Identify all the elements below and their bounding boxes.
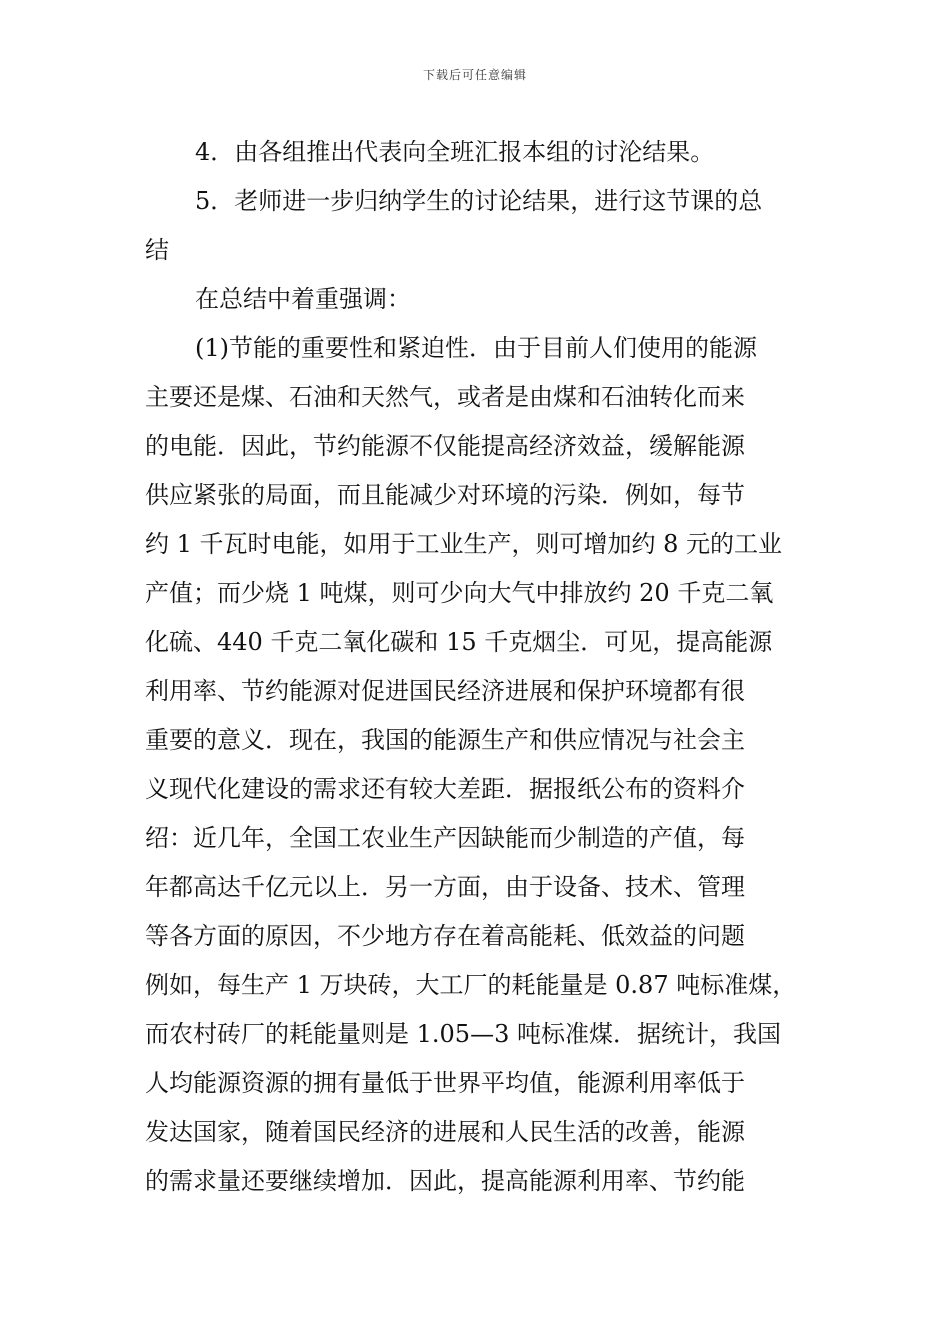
- paragraph-line: 4．由各组推出代表向全班汇报本组的讨沦结果。: [195, 138, 715, 166]
- paragraph-line: 重要的意义．现在，我国的能源生产和供应情况与社会主: [145, 726, 745, 754]
- paragraph-line: 利用率、节约能源对促进国民经济进展和保护环境都有很: [145, 677, 745, 705]
- paragraph-line: 绍：近几年，全国工农业生产因缺能而少制造的产值，每: [145, 824, 745, 852]
- paragraph-line: 约 1 千瓦时电能，如用于工业生产，则可增加约 8 元的工业: [145, 530, 783, 558]
- document-body: [145, 128, 810, 1206]
- paragraph-line: 义现代化建设的需求还有较大差距．据报纸公布的资料介: [145, 775, 745, 803]
- paragraph-line: 而农村砖厂的耗能量则是 1.05—3 吨标准煤．据统计，我国: [145, 1020, 781, 1048]
- paragraph-line: 的需求量还要继续增加．因此，提高能源利用率、节约能: [145, 1167, 745, 1195]
- paragraph-line: 人均能源资源的拥有量低于世界平均值，能源利用率低于: [145, 1069, 745, 1097]
- paragraph-line: 年都高达千亿元以上．另一方面，由于设备、技术、管理: [145, 873, 745, 901]
- paragraph-line: (1)节能的重要性和紧迫性．由于目前人们使用的能源: [195, 334, 757, 362]
- paragraph-line: 结: [145, 236, 169, 264]
- paragraph-line: 产值；而少烧 1 吨煤，则可少向大气中排放约 20 千克二氧: [145, 579, 774, 607]
- paragraph-line: 发达国家，随着国民经济的进展和人民生活的改善，能源: [145, 1118, 745, 1146]
- paragraph-line: 的电能．因此，节约能源不仅能提高经济效益，缓解能源: [145, 432, 745, 460]
- paragraph-line: 化硫、440 千克二氧化碳和 15 千克烟尘．可见，提高能源: [145, 628, 773, 656]
- paragraph-line: 等各方面的原因，不少地方存在着高能耗、低效益的问题: [145, 922, 745, 950]
- paragraph-line: 5．老师进一步归纳学生的讨论结果，进行这节课的总: [195, 187, 763, 215]
- paragraph-line: 供应紧张的局面，而且能减少对环境的污染．例如，每节: [145, 481, 745, 509]
- paragraph-line: 在总结中着重强调：: [195, 285, 411, 313]
- paragraph-line: 主要还是煤、石油和天然气，或者是由煤和石油转化而来: [145, 383, 745, 411]
- page-header: 下载后可任意编辑: [422, 68, 527, 82]
- paragraph-line: 例如，每生产 1 万块砖，大工厂的耗能量是 0.87 吨标准煤，: [145, 971, 797, 999]
